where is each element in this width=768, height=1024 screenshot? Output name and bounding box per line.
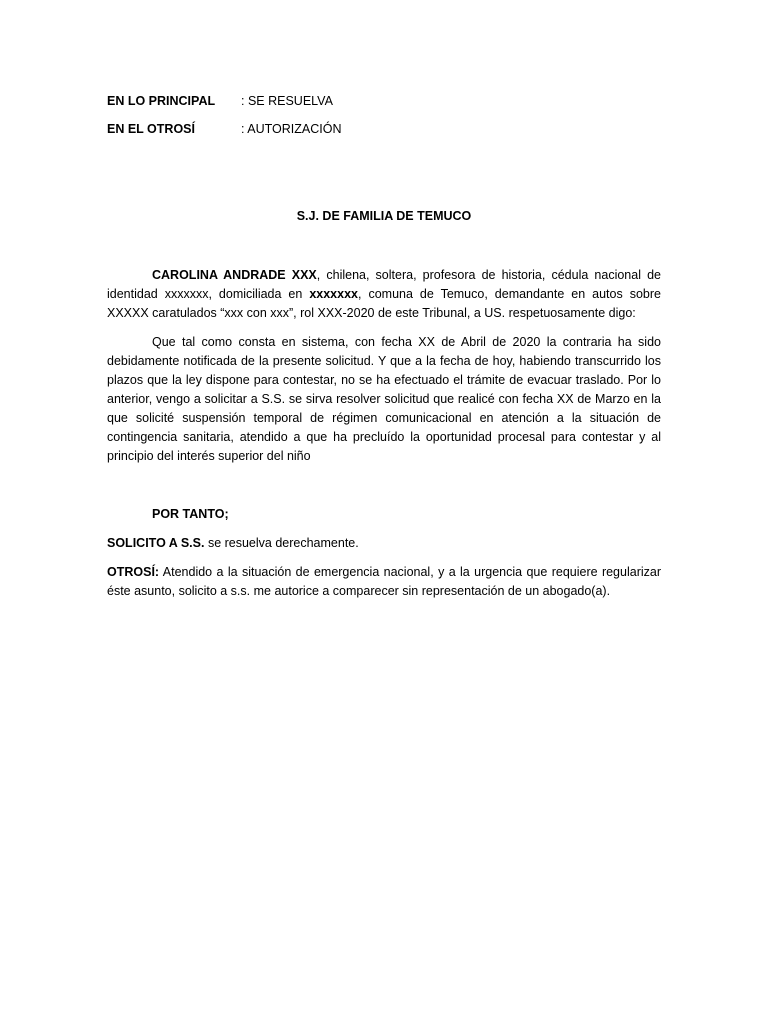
- court-heading: S.J. DE FAMILIA DE TEMUCO: [296, 209, 472, 223]
- intro-text-1: , chilena, soltera, profesora de historia, cédula nacional de identidad xxxxxxx, domiciliada en: [107, 268, 661, 301]
- body-paragraph: Que tal como consta en sistema, con fecha XX de Abril de 2020 la contraria ha sido debidamente notificada de la presente solicitud. Y que a la fecha de hoy, habiendo transcurrido los plazos que la ley dispone para contestar, no se ha efectuado el trámite de evacuar traslado. Por lo anterior, vengo a solicitar a S.S. se sirva resolver solicitud que realicé con fecha XX de Marzo en la que solicité suspensión temporal de régimen comunicacional en atención a la situación de contingencia sanitaria, atendido a que ha precluído la oportunidad procesal para contestar y al principio del interés superior del niño: [107, 335, 661, 463]
- sumilla-otrosi: [107, 122, 341, 136]
- party-name: CAROLINA ANDRADE XXX: [152, 268, 317, 282]
- sumilla-otrosi-value: : AUTORIZACIÓN: [241, 122, 342, 136]
- solicito-paragraph: [107, 534, 661, 553]
- otrosi-text: Atendido a la situación de emergencia nacional, y a la urgencia que requiere regularizar éste asunto, solicito a s.s. me autorice a comparecer sin representación de un abogado(a).: [107, 565, 661, 598]
- sumilla-principal-value: : SE RESUELVA: [241, 94, 333, 108]
- otrosi-paragraph: [107, 563, 661, 601]
- sumilla-principal: [107, 94, 333, 108]
- solicito-label: SOLICITO A S.S.: [107, 536, 205, 550]
- otrosi-label: OTROSÍ:: [107, 565, 160, 579]
- por-tanto-label: POR TANTO;: [152, 507, 229, 521]
- domicile-value: xxxxxxx: [309, 287, 358, 301]
- intro-text-2: , comuna de Temuco, demandante en autos sobre XXXXX caratulados “xxx con xxx”, rol XXX-2020 de este Tribunal, a US. respetuosamente digo:: [107, 287, 661, 320]
- sumilla-otrosi-key: EN EL OTROSÍ: [107, 122, 195, 136]
- solicito-text: se resuelva derechamente.: [204, 536, 359, 550]
- por-tanto: [107, 505, 661, 524]
- intro-paragraph: [107, 266, 661, 323]
- sumilla-principal-key: EN LO PRINCIPAL: [107, 94, 216, 108]
